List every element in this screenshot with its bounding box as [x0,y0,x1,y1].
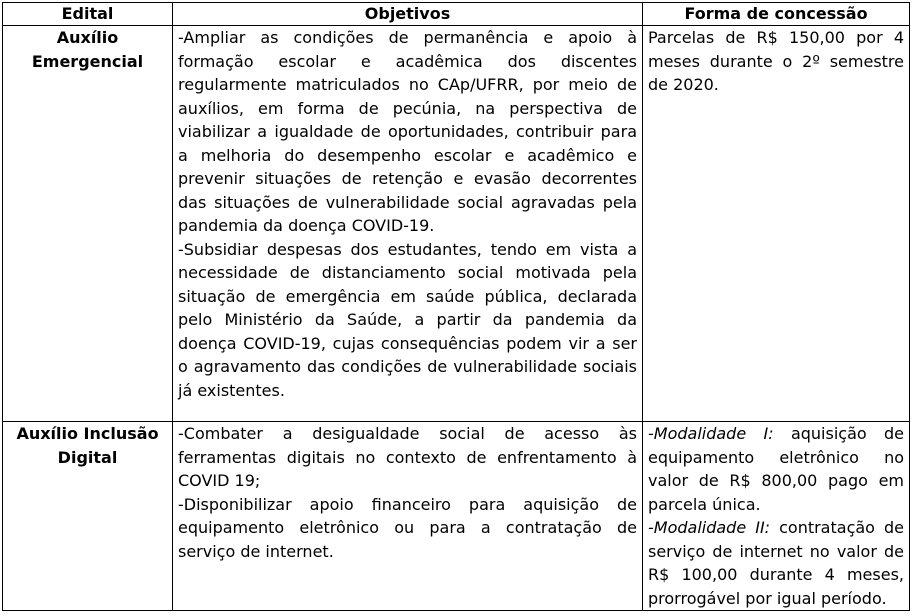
forma-concessao-cell [643,422,910,611]
table-row [3,422,910,611]
objetivo-paragraph: -Subsidiar despesas dos estudantes, tendo em vista a necessidade de distanciamento social motivada pela situação de emergência em saúde pública, declarada pelo Ministério da Saúde, a partir da pandemia da doença COVID-19, cujas consequências podem vir a ser o agravamento das condições de vulnerabilidade sociais já existentes. [178,239,637,400]
edital-name: Auxílio Emergencial [3,26,173,422]
edital-name: Auxílio Inclusão Digital [3,422,173,611]
edital-table [2,2,910,611]
table-row [3,26,910,422]
modalidade-label: -Modalidade I: [648,424,774,443]
modalidade-label: -Modalidade II: [648,518,771,537]
objetivo-paragraph: -Disponibilizar apoio financeiro para aquisição de equipamento eletrônico ou para a contratação de serviço de internet. [178,494,637,561]
forma-concessao-text: Parcelas de R$ 150,00 por 4 meses durante o 2º semestre de 2020. [648,28,904,94]
objetivo-paragraph: -Combater a desigualdade social de acesso às ferramentas digitais no contexto de enfrentamento à COVID 19; [178,424,637,490]
modalidade-text: aquisição de equipamento eletrônico no valor de R$ 800,00 pago em parcela única. [648,424,905,514]
modalidade-item [648,516,904,610]
forma-concessao-cell [643,26,910,422]
table-header-row [3,3,910,26]
header-forma-concessao: Forma de concessão [643,3,910,26]
header-edital: Edital [3,3,173,26]
modalidade-item [648,422,904,516]
header-objetivos: Objetivos [173,3,643,26]
objetivos-cell [173,26,643,422]
modalidade-text: contratação de serviço de internet no valor de R$ 100,00 durante 4 meses, prorrogável por igual período. [648,518,905,608]
objetivo-paragraph: -Ampliar as condições de permanência e apoio à formação escolar e acadêmica dos discentes regularmente matriculados no CAp/UFRR, por meio de auxílios, em forma de pecúnia, na perspectiva de viabilizar a igualdade de oportunidades, contribuir para a melhoria do desempenho escolar e acadêmico e prevenir situações de retenção e evasão decorrentes das situações de vulnerabilidade social agravadas pela pandemia da doença COVID-19. [178,28,637,235]
objetivos-cell [173,422,643,611]
